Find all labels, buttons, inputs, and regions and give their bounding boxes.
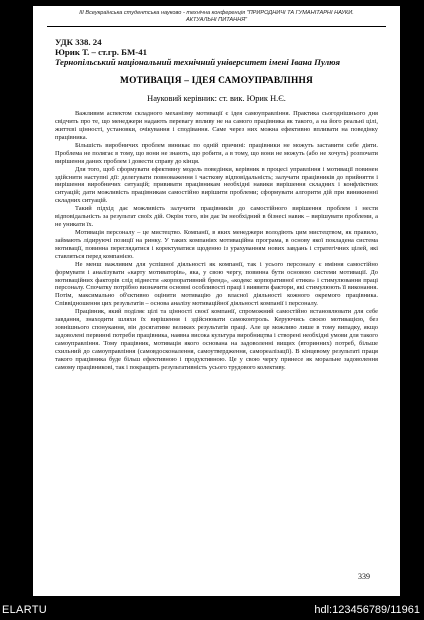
udc-code: УДК 338. 24 [55,37,102,48]
article-title: МОТИВАЦІЯ – ІДЕЯ САМОУПРАВЛІННЯ [120,76,313,87]
handle-id: hdl:123456789/11961 [314,604,420,616]
page-number: 339 [358,572,370,581]
paragraph: Не менш важливим для успішної діяльності як компанії, так і усього персоналу є вміння самостійно формувати і аналізувати «карту мотиваторів», яка, у свою чергу, повинна бути основою системи мотивації. До мотиваційних факторів слід віднести «корпоративний бренд», «кодекс корпоративної етики» і стимулювання праці персоналу. Спочатку потрібно визначити основні особливості праці і виявити фактори, які стимулюють її виконання. Потім, максимально об'єктивно оцінити мотивацію до власної діяльності кожного окремого працівника. Співвідношення цих результатів – основа аналізу мотиваційної діяльності компанії і персоналу. [55,260,378,308]
header-line-1: III Всеукраїнська студентська науково - технічна конференція "ПРИРОДНИЧІ ТА ГУМАНІТАРНІ НАУКИ. [79,10,354,16]
university: Тернопільський національний технічний університет імені Івана Пулюя [55,57,341,68]
document-page [33,6,400,596]
paragraph: Працівник, який поділяє цілі та цінності своєї компанії, спроможний самостійно встановлювати для себе завдання, знаходити шляхи їх вирішення і здійснювати самоконтроль. Керуючись своєю мотивацією, без зовнішнього спонукання, він досягатиме великих результатів праці. Але це можливо лише в тому випадку, якщо задоволені первинні потреби працівника, наявна висока культура виробництва і створені необхідні умови для такого самоуправління. Тому працівник, мотивація якого основана на задоволенні вищих (вторинних) потреб, більше схильний до самоуправління (самовдосконалення, самоутвердження, самореалізації). В кінцевому результаті праця такого працівника буде більш ефективною і продуктивною. Це у свою чергу принесе як моральне задоволення самому працівникові, так і покращить результативність усього трудового колективу. [55,308,378,371]
paragraph: Важливим аспектом складного механізму мотивації є ідея самоуправління. Практика сьогоднішнього дня свідчить про те, що менеджери надають перевагу впливу не на самого працівника як такого, а на його реальні цілі, життєві цінності, установки, очікування і сподівання. Саме через них можна ефективно впливати на поведінку працівника. [55,110,378,141]
paragraph: Мотивація персоналу – це мистецтво. Компанії, в яких менеджери володіють цим мистецтвом, як правило, займають лідируючі позиції на ринку. У таких компаніях мотиваційна програма, в основу якої покладена система мотивації, повинна переглядатися і коректуватися щоденно із урахуванням нових завдань і стратегічних цілей, які ставляться перед компанією. [55,229,378,260]
paragraph: Більшість виробничих проблем виникає по одній причині: працівники не можуть заставити себе діяти. Проблема не полягає в тому, що вони не знають, що робити, а в тому, що вони не можуть (або не хочуть) розпочати вирішення даних проблем і довести справу до кінця. [55,141,378,165]
author: Юрик Т. – ст.гр. БМ-41 [55,47,148,58]
article-body [55,110,378,371]
conference-header [47,6,386,27]
header-line-2: АКТУАЛЬНІ ПИТАННЯ" [185,16,248,23]
paragraph: Для того, щоб сформувати ефективну модель поведінки, керівник в процесі управління і мотивації повинен здійснити наступні дії: делегувати повноваження і часткову відповідальність; залучати працівників до прийняття і вирішення виробничих ситуацій; прививати працівникам необхідні навики вирішення складних і конфліктних ситуацій; дати можливість працівникам самостійно вирішити проблеми; сформувати алгоритм дій при виникненні складних ситуацій. [55,165,378,205]
repository-footer [0,598,424,620]
supervisor: Науковий керівник: ст. вик. Юрик Н.Є. [147,94,286,104]
repository-name: ELARTU [2,604,47,616]
paragraph: Такий підхід дає можливість залучити працівників до самостійного вирішення проблем і нести відповідальність за результат своїх дій. Окрім того, він дає їм необхідний в бізнесі навик – вирішувати проблеми, а не уникати їх. [55,205,378,229]
article-meta [55,37,378,67]
